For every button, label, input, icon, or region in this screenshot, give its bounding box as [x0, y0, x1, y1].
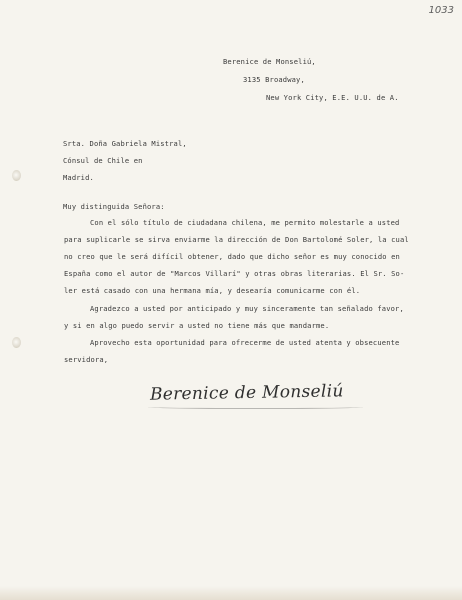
body-line: no creo que le será difícil obtener, dado que dicho señor es muy conocido en — [64, 252, 400, 261]
punch-hole-top — [12, 170, 21, 181]
body-line: Con el sólo título de ciudadana chilena, me permito molestarle a usted — [90, 218, 400, 227]
body-line: ler está casado con una hermana mía, y desearía comunicarme con él. — [64, 286, 361, 295]
sender-street: 3135 Broadway, — [243, 75, 305, 84]
body-line: España como el autor de "Marcos Villarí" y otras obras literarias. El Sr. So- — [64, 269, 405, 278]
punch-hole-bottom — [12, 337, 21, 348]
sender-city: New York City, E.E. U.U. de A. — [266, 93, 399, 102]
sender-name: Berenice de Monseliú, — [223, 57, 316, 66]
handwritten-signature: Berenice de Monseliú — [149, 381, 344, 405]
body-line: servidora, — [64, 355, 109, 364]
archive-number: 1033 — [428, 5, 454, 16]
signature-flourish — [148, 404, 363, 409]
body-line: Aprovecho esta oportunidad para ofrecerme de usted atenta y obsecuente — [90, 338, 400, 347]
paper-edge — [0, 586, 462, 600]
salutation: Muy distinguida Señora: — [63, 202, 165, 211]
recipient-line-2: Cónsul de Chile en — [63, 156, 143, 165]
body-line: Agradezco a usted por anticipado y muy sinceramente tan señalado favor, — [90, 304, 404, 313]
body-line: para suplicarle se sirva enviarme la dirección de Don Bartolomé Soler, la cual — [64, 235, 409, 244]
recipient-line-1: Srta. Doña Gabriela Mistral, — [63, 139, 187, 148]
recipient-line-3: Madrid. — [63, 173, 94, 182]
body-line: y si en algo puedo servir a usted no tiene más que mandarme. — [64, 321, 330, 330]
